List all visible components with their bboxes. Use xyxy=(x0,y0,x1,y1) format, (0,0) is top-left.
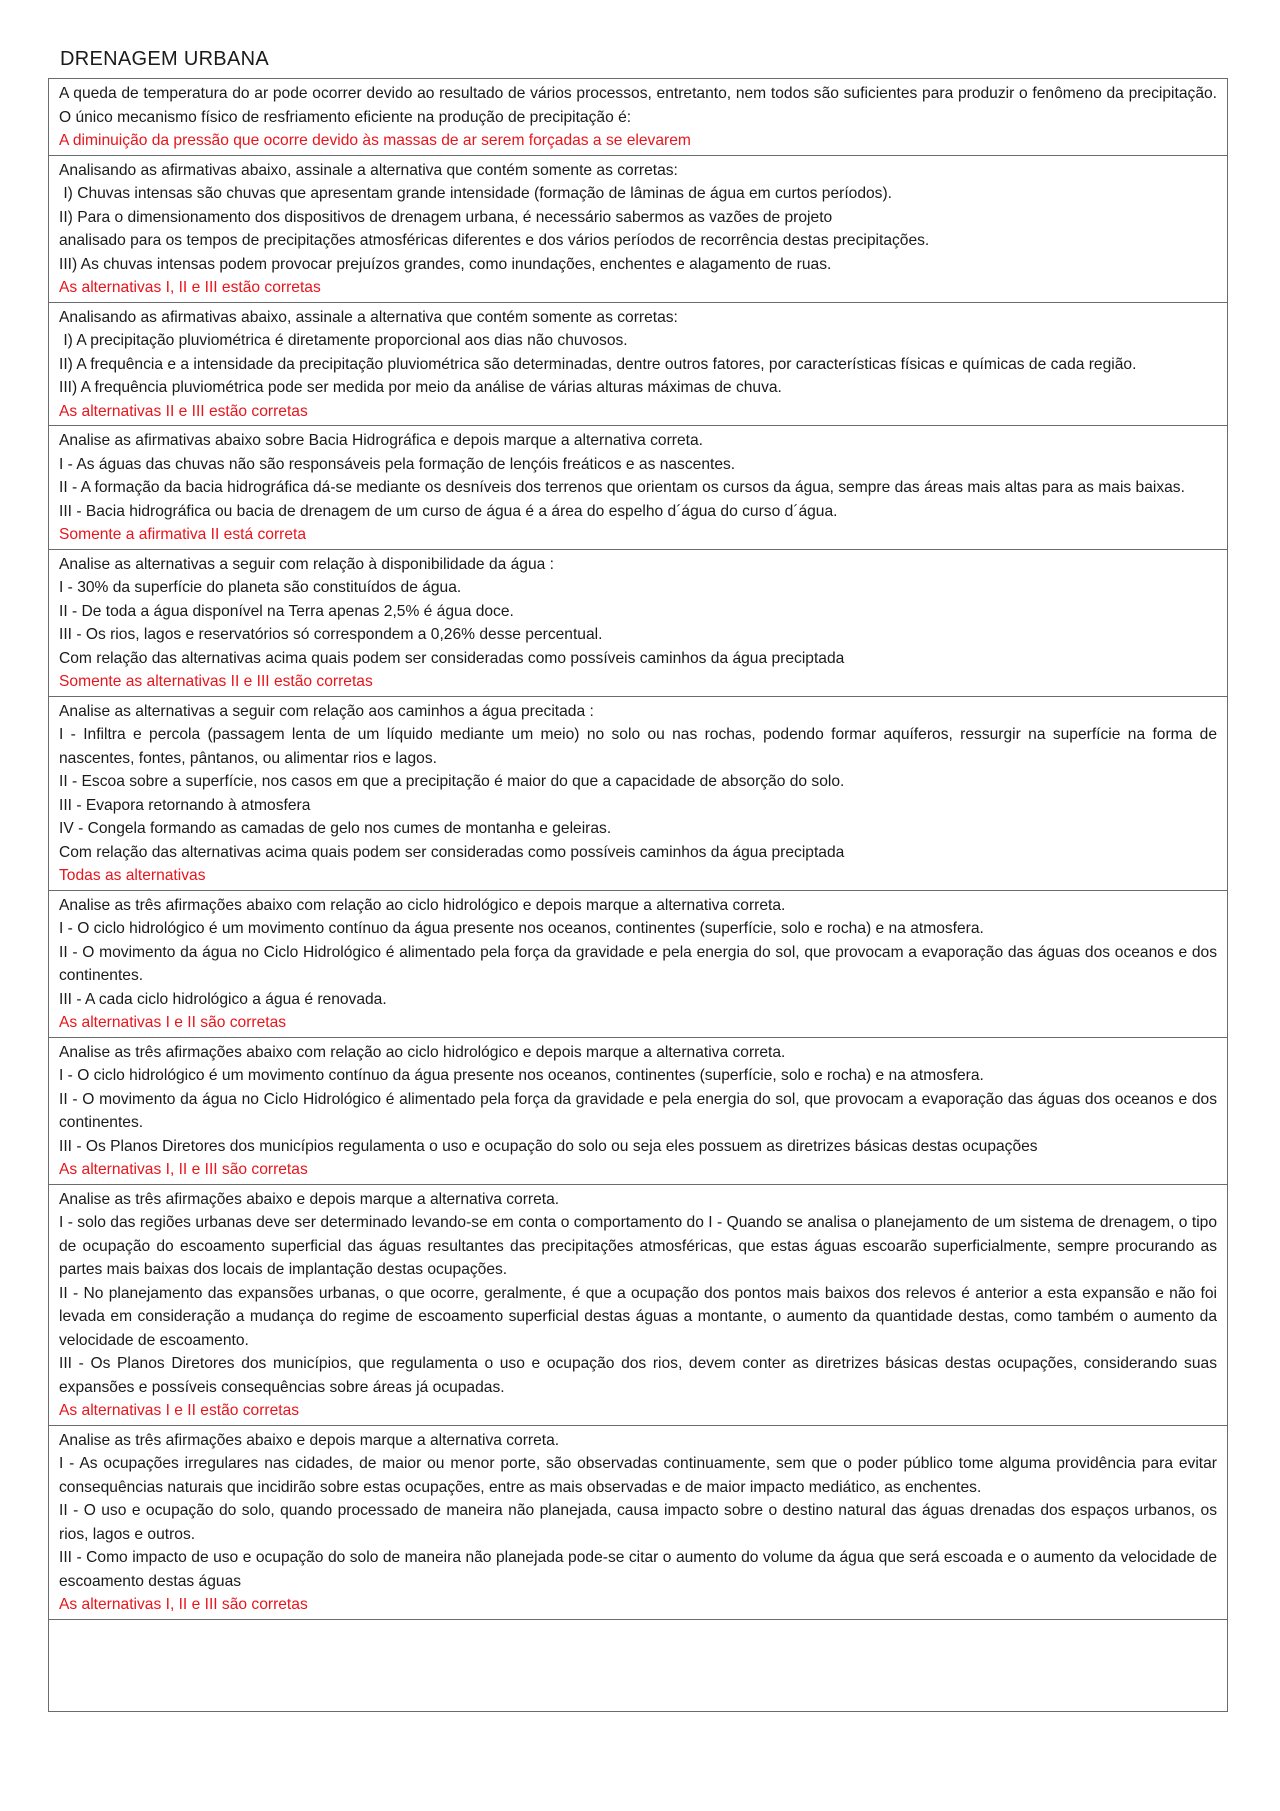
question-cell xyxy=(49,1426,1227,1620)
empty-cell xyxy=(49,1620,1227,1711)
question-text: I) A precipitação pluviométrica é diretamente proporcional aos dias não chuvosos. xyxy=(59,332,628,349)
answer-text: As alternativas II e III estão corretas xyxy=(59,402,308,420)
question-text: I - O ciclo hidrológico é um movimento contínuo da água presente nos oceanos, continentes (superfície, solo e rocha) e na atmosfera. xyxy=(59,920,984,937)
question-text: I - 30% da superfície do planeta são constituídos de água. xyxy=(59,579,462,596)
question-text: Analise as alternativas a seguir com relação à disponibilidade da água : xyxy=(59,555,554,573)
question-text: Analisando as afirmativas abaixo, assinale a alternativa que contém somente as corretas: xyxy=(59,161,678,179)
question-text: I - Infiltra e percola (passagem lenta de um líquido mediante um meio) no solo ou nas rochas, podendo formar aquíferos, ressurgir na superfície na forma de nascentes, fontes, pântanos, ou alimentar rios e lagos. xyxy=(59,726,1217,767)
question-text: III - A cada ciclo hidrológico a água é renovada. xyxy=(59,990,387,1008)
question-text: Analise as alternativas a seguir com relação aos caminhos a água precitada : xyxy=(59,702,594,720)
question-text: analisado para os tempos de precipitações atmosféricas diferentes e dos vários períodos de recorrência destas precipitações. xyxy=(59,232,930,249)
document-title: DRENAGEM URBANA xyxy=(60,48,269,70)
question-text: II - O uso e ocupação do solo, quando processado de maneira não planejada, causa impacto sobre o destino natural das águas drenadas dos espaços urbanos, os rios, lagos e outros. xyxy=(59,1502,1217,1543)
question-text: II - No planejamento das expansões urbanas, o que ocorre, geralmente, é que a ocupação dos pontos mais baixos dos relevos é anterior a esta expansão e não foi levada em consideração a mudança do regime de escoamento superficial destas águas a montante, o aumento da quantidade destas, como também o aumento da velocidade de escoamento. xyxy=(59,1284,1217,1349)
question-text: I) Chuvas intensas são chuvas que apresentam grande intensidade (formação de lâminas de água em curtos períodos). xyxy=(59,185,893,202)
question-text: III - Bacia hidrográfica ou bacia de drenagem de um curso de água é a área do espelho d´água do curso d´água. xyxy=(59,502,838,520)
question-table xyxy=(48,78,1228,1712)
question-text: Analisando as afirmativas abaixo, assinale a alternativa que contém somente as corretas: xyxy=(59,308,678,326)
answer-text: Somente as alternativas II e III estão corretas xyxy=(59,673,373,690)
question-text: III - Os rios, lagos e reservatórios só correspondem a 0,26% desse percentual. xyxy=(59,626,603,643)
answer-text: As alternativas I e II estão corretas xyxy=(59,1402,300,1419)
question-cell xyxy=(49,697,1227,891)
question-text: IV - Congela formando as camadas de gelo nos cumes de montanha e geleiras. xyxy=(59,820,612,837)
question-text: Analise as três afirmações abaixo e depois marque a alternativa correta. xyxy=(59,1431,560,1449)
question-text: III) As chuvas intensas podem provocar prejuízos grandes, como inundações, enchentes e alagamento de ruas. xyxy=(59,255,832,273)
question-text: III - Como impacto de uso e ocupação do solo de maneira não planejada pode-se citar o aumento do volume da água que será escoada e o aumento da velocidade de escoamento destas águas xyxy=(59,1549,1217,1590)
answer-text: As alternativas I, II e III estão corretas xyxy=(59,279,321,296)
question-text: II - De toda a água disponível na Terra apenas 2,5% é água doce. xyxy=(59,602,514,620)
question-text: II - O movimento da água no Ciclo Hidrológico é alimentado pela força da gravidade e pela energia do sol, que provocam a evaporação das águas dos oceanos e dos continentes. xyxy=(59,1090,1217,1131)
question-text: III - Evapora retornando à atmosfera xyxy=(59,796,311,814)
question-cell xyxy=(49,550,1227,697)
answer-text: Somente a afirmativa II está correta xyxy=(59,526,307,543)
question-cell xyxy=(49,426,1227,550)
question-text: II) A frequência e a intensidade da precipitação pluviométrica são determinadas, dentre outros fatores, por características físicas e químicas de cada região. xyxy=(59,355,1137,373)
question-text: I - As ocupações irregulares nas cidades, de maior ou menor porte, são observadas continuamente, sem que o poder público tome alguma providência para evitar consequências naturais que incidirão sobre estas ocupações, entre as mais observadas e de maior impacto mediático, as enchentes. xyxy=(59,1455,1217,1496)
question-text: Analise as três afirmações abaixo com relação ao ciclo hidrológico e depois marque a alternativa correta. xyxy=(59,1043,786,1061)
question-cell xyxy=(49,303,1227,427)
question-text: Analise as três afirmações abaixo com relação ao ciclo hidrológico e depois marque a alternativa correta. xyxy=(59,896,786,914)
question-text: III - Os Planos Diretores dos municípios, que regulamenta o uso e ocupação dos rios, devem conter as diretrizes básicas destas ocupações, considerando suas expansões e possíveis consequências sobre áreas já ocupadas. xyxy=(59,1355,1217,1396)
question-text: II - A formação da bacia hidrográfica dá-se mediante os desníveis dos terrenos que orientam os cursos da água, sempre das áreas mais altas para as mais baixas. xyxy=(59,479,1185,496)
question-text: II) Para o dimensionamento dos dispositivos de drenagem urbana, é necessário sabermos as vazões de projeto xyxy=(59,208,833,226)
answer-text: As alternativas I, II e III são corretas xyxy=(59,1596,308,1613)
question-text: I - O ciclo hidrológico é um movimento contínuo da água presente nos oceanos, continentes (superfície, solo e rocha) e na atmosfera. xyxy=(59,1067,984,1084)
question-text: Analise as afirmativas abaixo sobre Bacia Hidrográfica e depois marque a alternativa correta. xyxy=(59,432,704,449)
question-text: III - Os Planos Diretores dos municípios regulamenta o uso e ocupação do solo ou seja eles possuem as diretrizes básicas destas ocupações xyxy=(59,1137,1038,1155)
question-text: II - O movimento da água no Ciclo Hidrológico é alimentado pela força da gravidade e pela energia do sol, que provocam a evaporação das águas dos oceanos e dos continentes. xyxy=(59,943,1217,984)
question-text: II - Escoa sobre a superfície, nos casos em que a precipitação é maior do que a capacidade de absorção do solo. xyxy=(59,773,845,790)
question-cell xyxy=(49,891,1227,1038)
question-cell xyxy=(49,1185,1227,1426)
answer-text: Todas as alternativas xyxy=(59,867,206,884)
answer-text: As alternativas I, II e III são corretas xyxy=(59,1161,308,1178)
answer-text: A diminuição da pressão que ocorre devido às massas de ar serem forçadas a se elevarem xyxy=(59,132,691,149)
question-cell xyxy=(49,1038,1227,1185)
question-text: Com relação das alternativas acima quais podem ser consideradas como possíveis caminhos da água preciptada xyxy=(59,649,845,667)
question-cell xyxy=(49,79,1227,156)
question-text: I - As águas das chuvas não são responsáveis pela formação de lençóis freáticos e as nascentes. xyxy=(59,455,736,473)
question-text: III) A frequência pluviométrica pode ser medida por meio da análise de várias alturas máximas de chuva. xyxy=(59,379,782,396)
question-text: Com relação das alternativas acima quais podem ser consideradas como possíveis caminhos da água preciptada xyxy=(59,843,845,861)
question-text: I - solo das regiões urbanas deve ser determinado levando-se em conta o comportamento do I - Quando se analisa o planejamento de um sistema de drenagem, o tipo de ocupação do escoamento superficial das águas resultantes das precipitações atmosféricas, que estas águas escoarão superficialmente, sempre procurando as partes mais baixas dos locais de implantação destas ocupações. xyxy=(59,1214,1217,1278)
answer-text: As alternativas I e II são corretas xyxy=(59,1014,287,1031)
question-text: A queda de temperatura do ar pode ocorrer devido ao resultado de vários processos, entretanto, nem todos são suficientes para produzir o fenômeno da precipitação. O único mecanismo físico de resfriamento eficiente na produção de precipitação é: xyxy=(59,85,1217,126)
question-cell xyxy=(49,156,1227,303)
question-text: Analise as três afirmações abaixo e depois marque a alternativa correta. xyxy=(59,1190,560,1208)
